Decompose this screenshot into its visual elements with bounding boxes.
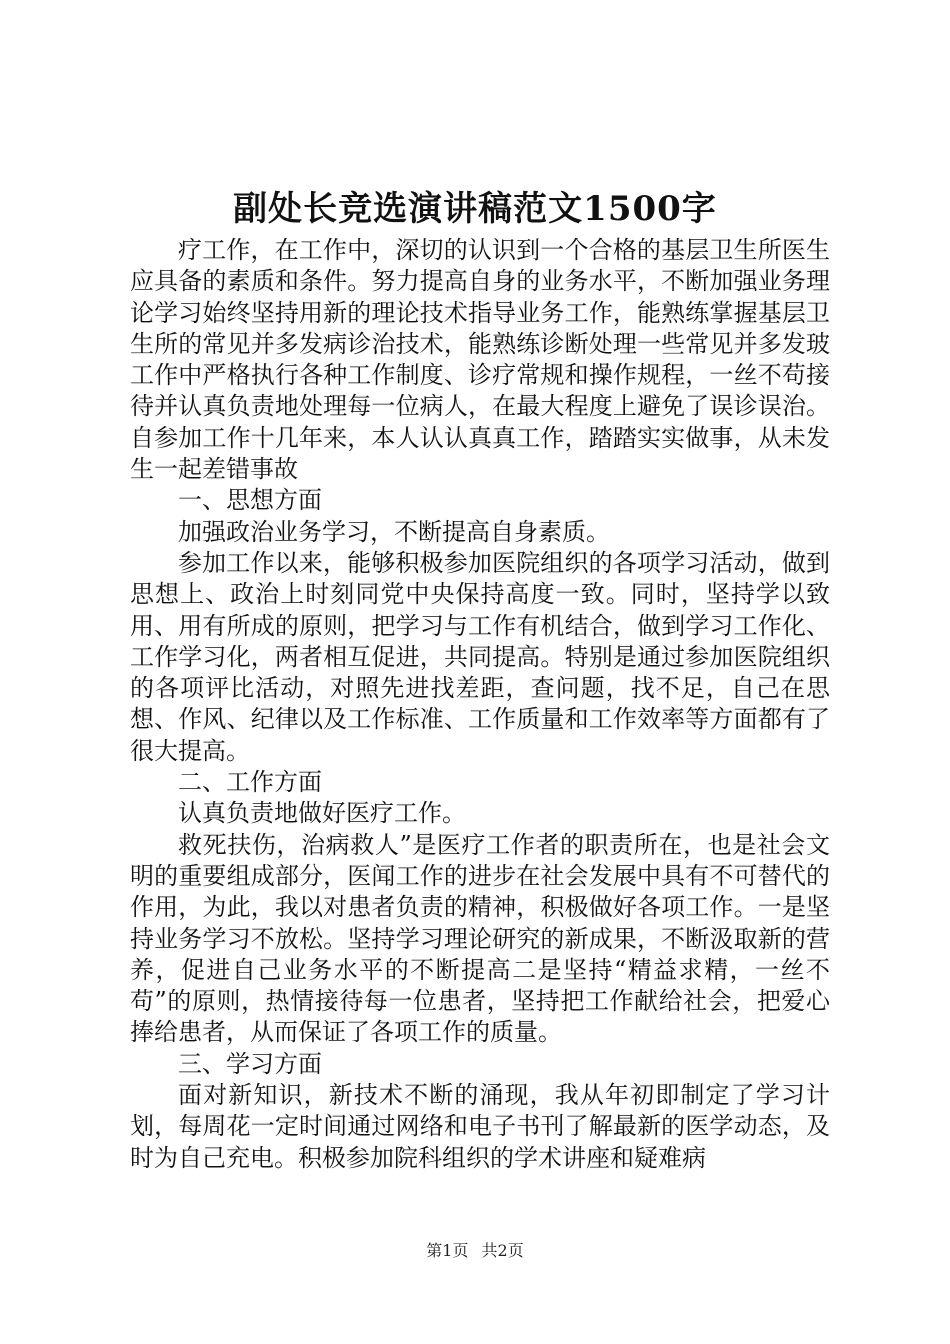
section-heading-work: 二、工作方面 xyxy=(178,768,322,797)
page-total: 共2页 xyxy=(481,1241,524,1260)
paragraph-intro: 疗工作，在工作中，深切的认识到一个合格的基层卫生所医生应具备的素质和条件。努力提高自身的业务水平，不断加强业务理论学习始终坚持用新的理论技术指导业务工作，能熟练掌握基层卫生所的常见并多发病诊治技术，能熟练诊断处理一些常见并多发玻工作中严格执行各种工作制度、诊疗常规和操作规程，一丝不苟接待并认真负责地处理每一位病人，在最大程度上避免了误诊误治。自参加工作十几年来，本人认认真真工作，踏踏实实做事，从未发生一起差错事故 xyxy=(130,236,830,484)
section-heading-thought: 一、思想方面 xyxy=(178,486,322,515)
paragraph-thought-detail: 参加工作以来，能够积极参加医院组织的各项学习活动，做到思想上、政治上时刻同党中央保持高度一致。同时，坚持学以致用、用有所成的原则，把学习与工作有机结合，做到学习工作化、工作学习化，两者相互促进，共同提高。特别是通过参加医院组织的各项评比活动，对照先进找差距，查问题，找不足，自己在思想、作风、纪律以及工作标准、工作质量和工作效率等方面都有了很大提高。 xyxy=(130,548,830,765)
document-body xyxy=(130,235,830,1174)
section-heading-study: 三、学习方面 xyxy=(178,1049,322,1078)
paragraph-thought-summary: 加强政治业务学习，不断提高自身素质。 xyxy=(178,517,610,546)
paragraph-study-detail: 面对新知识，新技术不断的涌现，我从年初即制定了学习计划，每周花一定时间通过网络和电子书刊了解最新的医学动态，及时为自己充电。积极参加院科组织的学术讲座和疑难病 xyxy=(130,1081,830,1172)
document-title: 副处长竞选演讲稿范文1500字 xyxy=(233,189,717,229)
page-number: 第1页 xyxy=(426,1241,469,1260)
paragraph-work-detail: 救死扶伤，治病救人”是医疗工作者的职责所在，也是社会文明的重要组成部分，医闻工作的进步在社会发展中具有不可替代的作用，为此，我以对患者负责的精神，积极做好各项工作。一是坚持业务学习不放松。坚持学习理论研究的新成果，不断汲取新的营养，促进自己业务水平的不断提高二是坚持“精益求精，一丝不苟”的原则，热情接待每一位患者，坚持把工作献给社会，把爱心捧给患者，从而保证了各项工作的质量。 xyxy=(130,830,830,1047)
page-footer xyxy=(0,1239,950,1263)
paragraph-work-summary: 认真负责地做好医疗工作。 xyxy=(178,799,466,828)
